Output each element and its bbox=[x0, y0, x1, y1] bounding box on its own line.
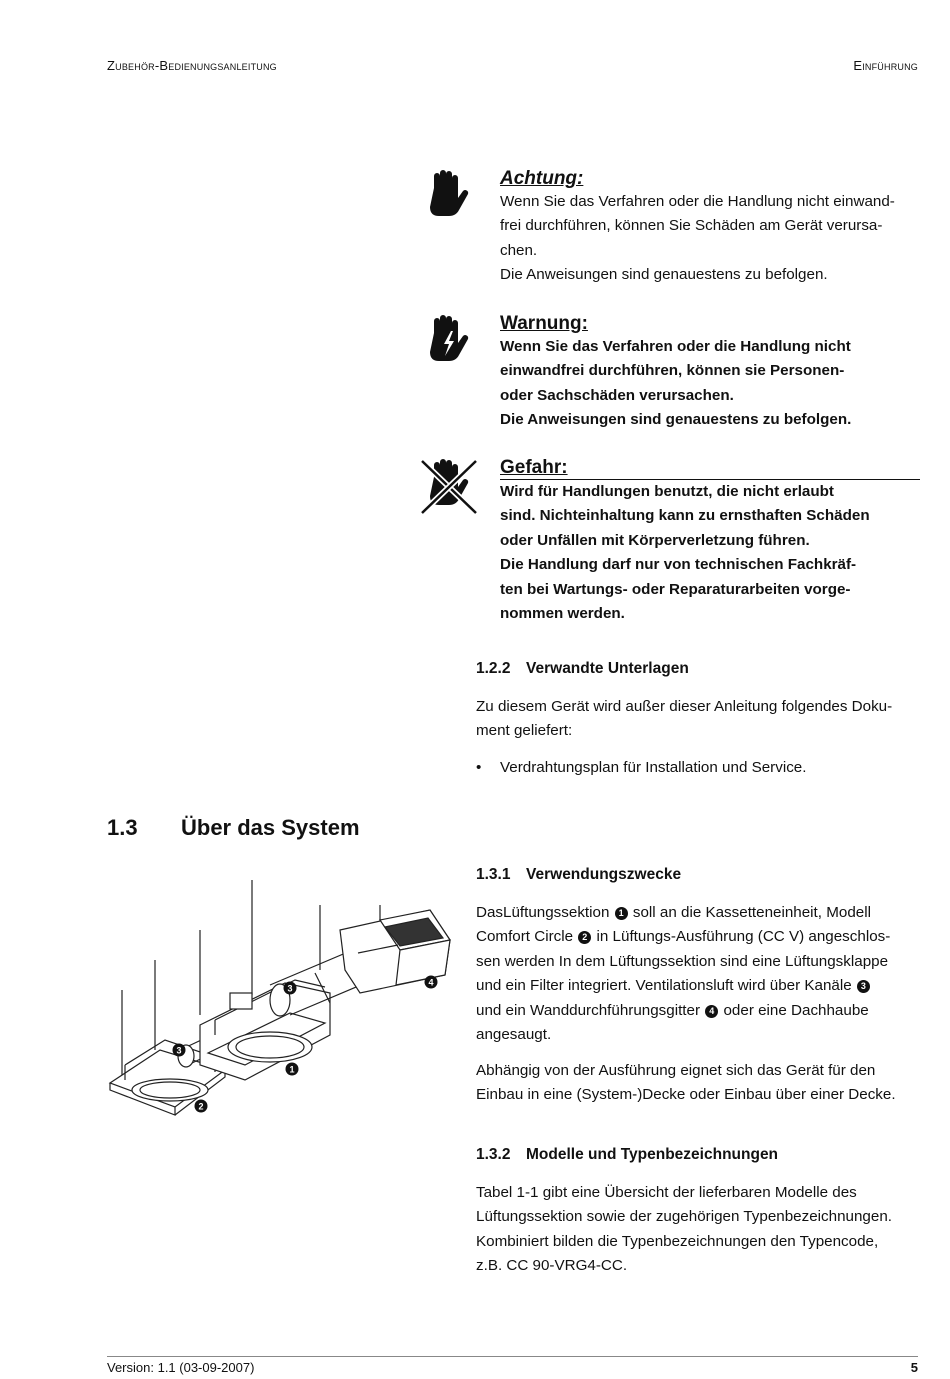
notice-line: Wird für Handlungen benutzt, die nicht erlaubt bbox=[500, 483, 834, 500]
marker-2: 2 bbox=[578, 931, 591, 944]
section-heading-1-3 bbox=[107, 815, 360, 841]
section-number: 1.3 bbox=[107, 815, 138, 840]
notice-line: frei durchführen, können Sie Schäden am Gerät verursa- bbox=[500, 217, 883, 235]
notice-line: oder Sachschäden verursachen. bbox=[500, 386, 734, 404]
figure-label: 1 bbox=[289, 1064, 295, 1075]
notice-line: nommen werden. bbox=[500, 605, 625, 623]
section-title: Über das System bbox=[181, 815, 360, 840]
text-line: Lüftungssektion sowie der zugehörigen Typenbezeichnungen. bbox=[476, 1208, 892, 1226]
notice-line: chen. bbox=[500, 241, 538, 259]
paragraph bbox=[476, 695, 920, 744]
subsection-number: 1.3.2 bbox=[476, 1146, 511, 1163]
text-line: Tabel 1-1 gibt eine Übersicht der lieferbaren Modelle des bbox=[476, 1184, 857, 1201]
marker-3: 3 bbox=[857, 980, 870, 993]
marker-4: 4 bbox=[705, 1005, 718, 1018]
notice-line: ten bei Wartungs- oder Reparaturarbeiten vorge- bbox=[500, 580, 851, 598]
hand-icon bbox=[420, 168, 480, 228]
text-line: Zu diesem Gerät wird außer dieser Anleitung folgendes Doku- bbox=[476, 698, 893, 715]
text-line: und ein Wanddurchführungsgitter 4 oder eine Dachhaube bbox=[476, 1001, 869, 1019]
text-line: angesaugt. bbox=[476, 1026, 552, 1044]
figure-label: 2 bbox=[198, 1101, 204, 1112]
subsection-heading-1-3-1 bbox=[476, 866, 681, 884]
marker-1: 1 bbox=[615, 907, 628, 920]
text-line: Kombiniert bilden die Typenbezeichnungen den Typencode, bbox=[476, 1232, 879, 1250]
text-line: Einbau in eine (System-)Decke oder Einbau über einer Decke. bbox=[476, 1086, 896, 1104]
subsection-title: Verwendungszwecke bbox=[526, 866, 682, 883]
subsection-title: Modelle und Typenbezeichnungen bbox=[526, 1146, 779, 1163]
notice-line: Die Anweisungen sind genauestens zu befolgen. bbox=[500, 266, 828, 284]
system-illustration bbox=[100, 875, 460, 1120]
figure-label: 3 bbox=[176, 1045, 182, 1056]
subsection-number: 1.2.2 bbox=[476, 660, 511, 677]
subsection-title: Verwandte Unterlagen bbox=[526, 660, 689, 677]
text-line: Abhängig von der Ausführung eignet sich das Gerät für den bbox=[476, 1062, 876, 1079]
notice-line: Wenn Sie das Verfahren oder die Handlung nicht bbox=[500, 338, 851, 355]
footer-version: Version: 1.1 (03-09-2007) bbox=[107, 1360, 255, 1375]
hand-lightning-icon bbox=[420, 313, 480, 373]
notice-warnung bbox=[420, 313, 920, 433]
paragraph bbox=[476, 1181, 920, 1279]
subsection-heading-1-2-2 bbox=[476, 660, 689, 678]
figure-label: 3 bbox=[287, 983, 293, 994]
notice-achtung bbox=[420, 168, 920, 288]
bullet-mark: • bbox=[476, 759, 482, 776]
list-item-text: Verdrahtungsplan für Installation und Service. bbox=[500, 759, 807, 776]
text-line: sen werden In dem Lüftungssektion sind eine Lüftungsklappe bbox=[476, 952, 889, 970]
notice-line: oder Unfällen mit Körperverletzung führen. bbox=[500, 531, 810, 549]
notice-line: Wenn Sie das Verfahren oder die Handlung nicht einwand- bbox=[500, 193, 895, 210]
notice-title: Warnung: bbox=[500, 313, 588, 334]
text-line: Comfort Circle 2 in Lüftungs-Ausführung (CC V) angeschlos- bbox=[476, 928, 891, 946]
text-line: DasLüftungssektion 1 soll an die Kassetteneinheit, Modell bbox=[476, 904, 871, 921]
paragraph bbox=[476, 1059, 920, 1108]
subsection-number: 1.3.1 bbox=[476, 866, 511, 883]
footer-rule bbox=[107, 1356, 918, 1357]
text-line: ment geliefert: bbox=[476, 722, 573, 740]
crossed-hand-icon bbox=[420, 457, 480, 517]
notice-title: Achtung: bbox=[500, 168, 584, 189]
notice-line: einwandfrei durchführen, können sie Personen- bbox=[500, 362, 845, 380]
notice-gefahr bbox=[420, 457, 920, 627]
notice-line: Die Handlung darf nur von technischen Fachkräf- bbox=[500, 556, 857, 574]
text-line: und ein Filter integriert. Ventilationsluft wird über Kanäle 3 bbox=[476, 974, 920, 998]
figure-label: 4 bbox=[428, 977, 434, 988]
running-header-right: Einführung bbox=[853, 58, 918, 73]
notice-title: Gefahr: bbox=[500, 457, 920, 480]
list-item bbox=[476, 756, 806, 780]
text-line: z.B. CC 90-VRG4-CC. bbox=[476, 1257, 628, 1275]
paragraph bbox=[476, 901, 920, 1047]
page-number: 5 bbox=[910, 1360, 918, 1375]
notice-line: sind. Nichteinhaltung kann zu ernsthaften Schäden bbox=[500, 507, 870, 525]
notice-line: Die Anweisungen sind genauestens zu befolgen. bbox=[500, 411, 852, 429]
running-header-left: Zubehör-Bedienungsanleitung bbox=[107, 58, 277, 73]
subsection-heading-1-3-2 bbox=[476, 1146, 778, 1164]
